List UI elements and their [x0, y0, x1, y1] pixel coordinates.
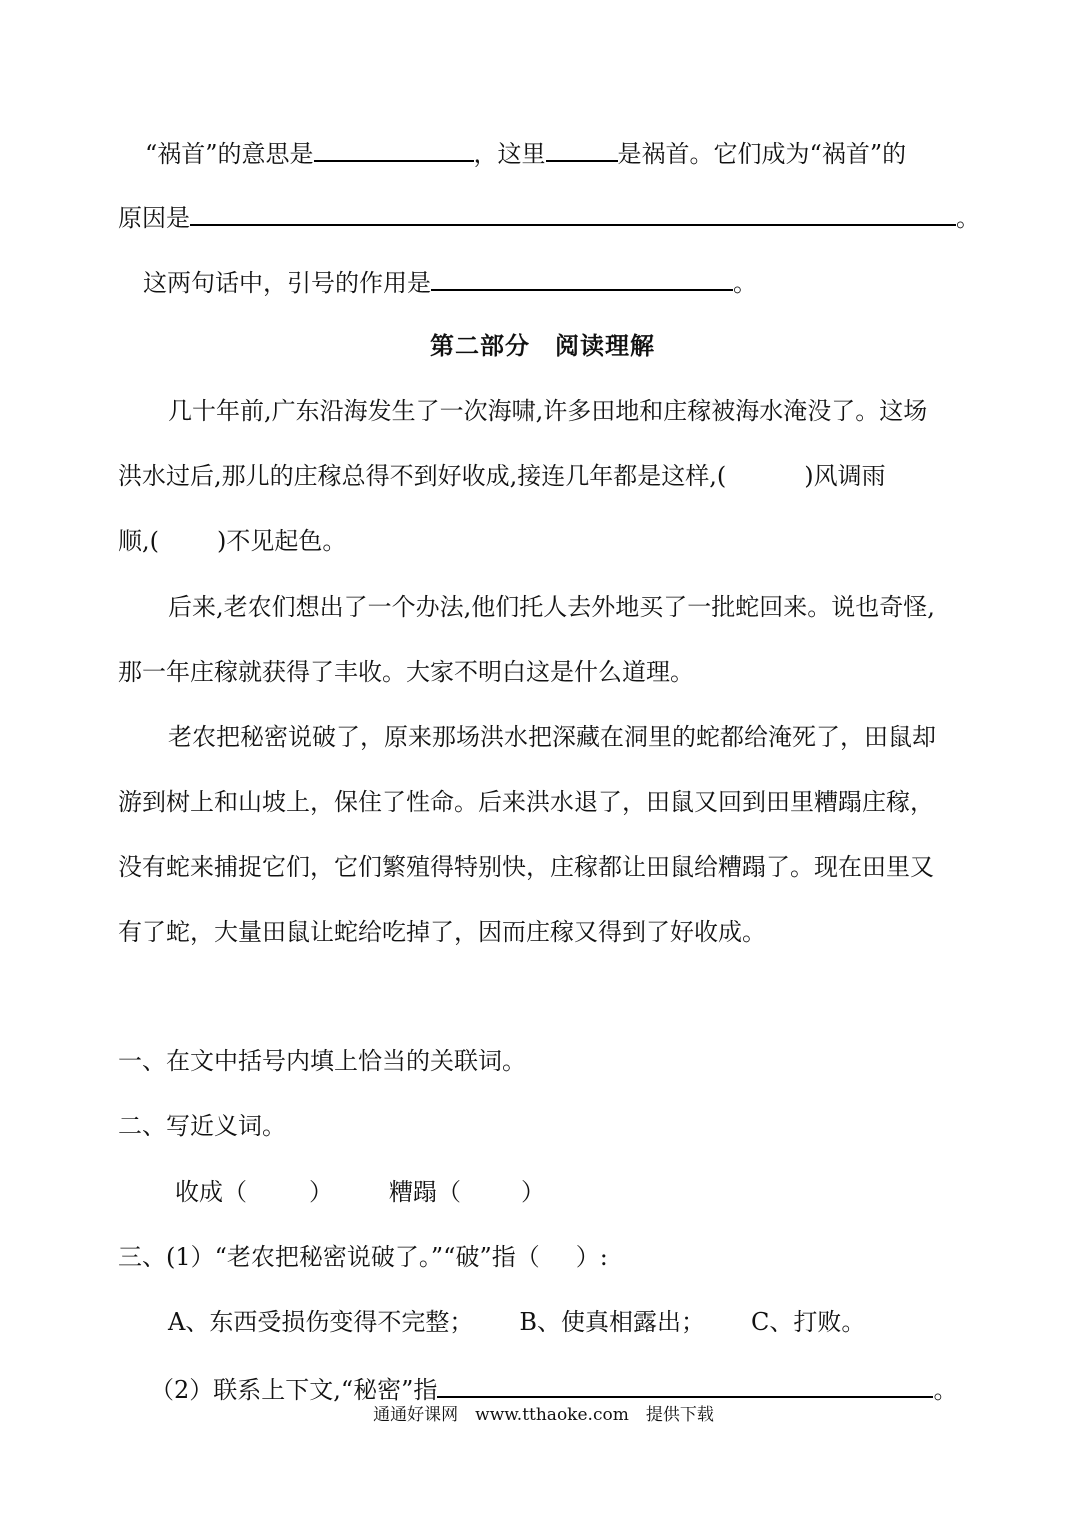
- text: 洪水过后,那儿的庄稼总得不到好收成,接连几年都是这样,(: [118, 462, 727, 490]
- blank-meaning: [314, 136, 474, 162]
- text: 。: [733, 269, 757, 297]
- question-2: 二、写近义词。: [118, 1112, 286, 1140]
- passage-line: [118, 525, 346, 557]
- text: 顺,(: [118, 527, 159, 555]
- text: ）: [521, 1178, 545, 1206]
- option-a: A、东西受损伤变得不完整；: [168, 1308, 474, 1336]
- blank-which: [546, 136, 618, 162]
- question-1: 一、在文中括号内填上恰当的关联词。: [118, 1047, 526, 1075]
- blank-reason: [190, 200, 956, 226]
- question-2-words: [175, 1176, 545, 1208]
- text: ）:: [575, 1243, 608, 1271]
- section-heading: 第二部分 阅读理解: [430, 331, 655, 360]
- blank-quote-purpose: [431, 265, 733, 291]
- text: )不见起色。: [217, 527, 347, 555]
- text: 。: [956, 204, 980, 232]
- question-3-options: [168, 1306, 865, 1338]
- part1-line-2: [118, 200, 980, 234]
- part1-line-1: [145, 136, 906, 170]
- text: ）: [309, 1178, 333, 1206]
- text: 收成（: [175, 1178, 247, 1206]
- page-footer: 通通好课网 www.tthaoke.com 提供下载: [373, 1405, 714, 1425]
- text: 三、(1）“老农把秘密说破了。”“破”指（: [118, 1243, 540, 1271]
- passage-line: 那一年庄稼就获得了丰收。大家不明白这是什么道理。: [118, 658, 694, 686]
- text: 是祸首。它们成为“祸首”的: [617, 140, 907, 168]
- part1-line-3: [143, 265, 757, 299]
- text: 糟蹋（: [389, 1178, 461, 1206]
- question-3-2: [150, 1372, 957, 1406]
- passage-line: 游到树上和山坡上，保住了性命。后来洪水退了，田鼠又回到田里糟蹋庄稼，: [118, 788, 934, 816]
- text: “祸首”的意思是: [145, 140, 314, 168]
- text: )风调雨: [804, 462, 886, 490]
- passage-line: 后来,老农们想出了一个办法,他们托人去外地买了一批蛇回来。说也奇怪,: [168, 593, 935, 621]
- passage-line: 没有蛇来捕捉它们，它们繁殖得特别快，庄稼都让田鼠给糟蹋了。现在田里又: [118, 853, 934, 881]
- text: 。: [933, 1376, 958, 1404]
- text: 原因是: [118, 204, 190, 232]
- passage-line: 有了蛇，大量田鼠让蛇给吃掉了，因而庄稼又得到了好收成。: [118, 918, 766, 946]
- text: （2）联系上下文,“秘密”指: [150, 1376, 438, 1404]
- question-3-1: [118, 1241, 608, 1273]
- text: 这两句话中，引号的作用是: [143, 269, 431, 297]
- passage-line: 老农把秘密说破了，原来那场洪水把深藏在洞里的蛇都给淹死了，田鼠却: [168, 723, 936, 751]
- option-c: C、打败。: [750, 1308, 866, 1336]
- option-b: B、使真相露出；: [519, 1308, 705, 1336]
- passage-line: 几十年前,广东沿海发生了一次海啸,许多田地和庄稼被海水淹没了。这场: [168, 397, 928, 425]
- text: ，这里: [473, 140, 546, 168]
- blank-secret: [437, 1372, 933, 1398]
- passage-line: [118, 460, 886, 492]
